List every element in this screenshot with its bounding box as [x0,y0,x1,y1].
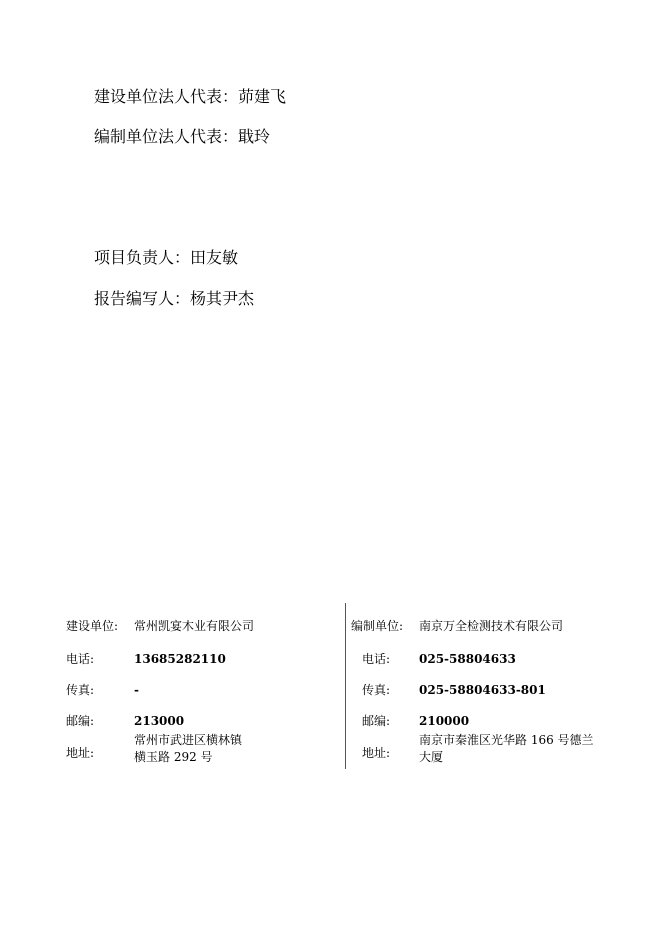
construction-address-value [134,732,334,766]
compiling-fax-label: 传真: [362,683,391,697]
construction-phone-value: 13685282110 [134,652,226,666]
construction-address-line1: 常州市武进区横林镇 [134,733,243,747]
construction-legal-rep-name: 茆建飞 [238,87,287,106]
construction-postcode-label: 邮编: [66,714,95,728]
construction-legal-rep-line [94,87,286,107]
compiling-phone-value: 025-58804633 [419,652,516,666]
column-divider [345,603,346,769]
report-writer-label: 报告编写人： [94,289,191,308]
project-lead-label: 项目负责人： [94,248,191,267]
construction-unit-label: 建设单位: [66,619,119,633]
compiler-legal-rep-line [94,127,270,147]
compiling-address-value [419,732,619,766]
project-lead-name: 田友敏 [190,248,239,267]
contact-info-block [0,603,668,773]
compiling-address-label: 地址: [362,746,391,760]
compiling-unit-value: 南京万全检测技术有限公司 [419,619,564,633]
construction-unit-value: 常州凯宴木业有限公司 [134,619,255,633]
construction-postcode-value: 213000 [134,714,185,728]
compiler-legal-rep-name: 戢玲 [238,127,271,146]
construction-fax-value: - [134,683,139,697]
construction-address-line2: 横玉路 292 号 [134,750,213,764]
compiling-address-line2: 大厦 [419,750,444,764]
compiler-legal-rep-label: 编制单位法人代表： [94,127,239,146]
construction-legal-rep-label: 建设单位法人代表： [94,87,239,106]
report-writer-line [94,289,254,309]
project-lead-line [94,248,238,268]
construction-fax-label: 传真: [66,683,95,697]
compiling-postcode-value: 210000 [419,714,470,728]
compiling-address-line1: 南京市秦淮区光华路 166 号德兰 [419,733,594,747]
construction-phone-label: 电话: [66,652,95,666]
compiling-phone-label: 电话: [362,652,391,666]
report-writer-name: 杨其尹杰 [190,289,255,308]
compiling-fax-value: 025-58804633-801 [419,683,546,697]
compiling-unit-label: 编制单位: [351,619,404,633]
construction-address-label: 地址: [66,746,95,760]
compiling-postcode-label: 邮编: [362,714,391,728]
